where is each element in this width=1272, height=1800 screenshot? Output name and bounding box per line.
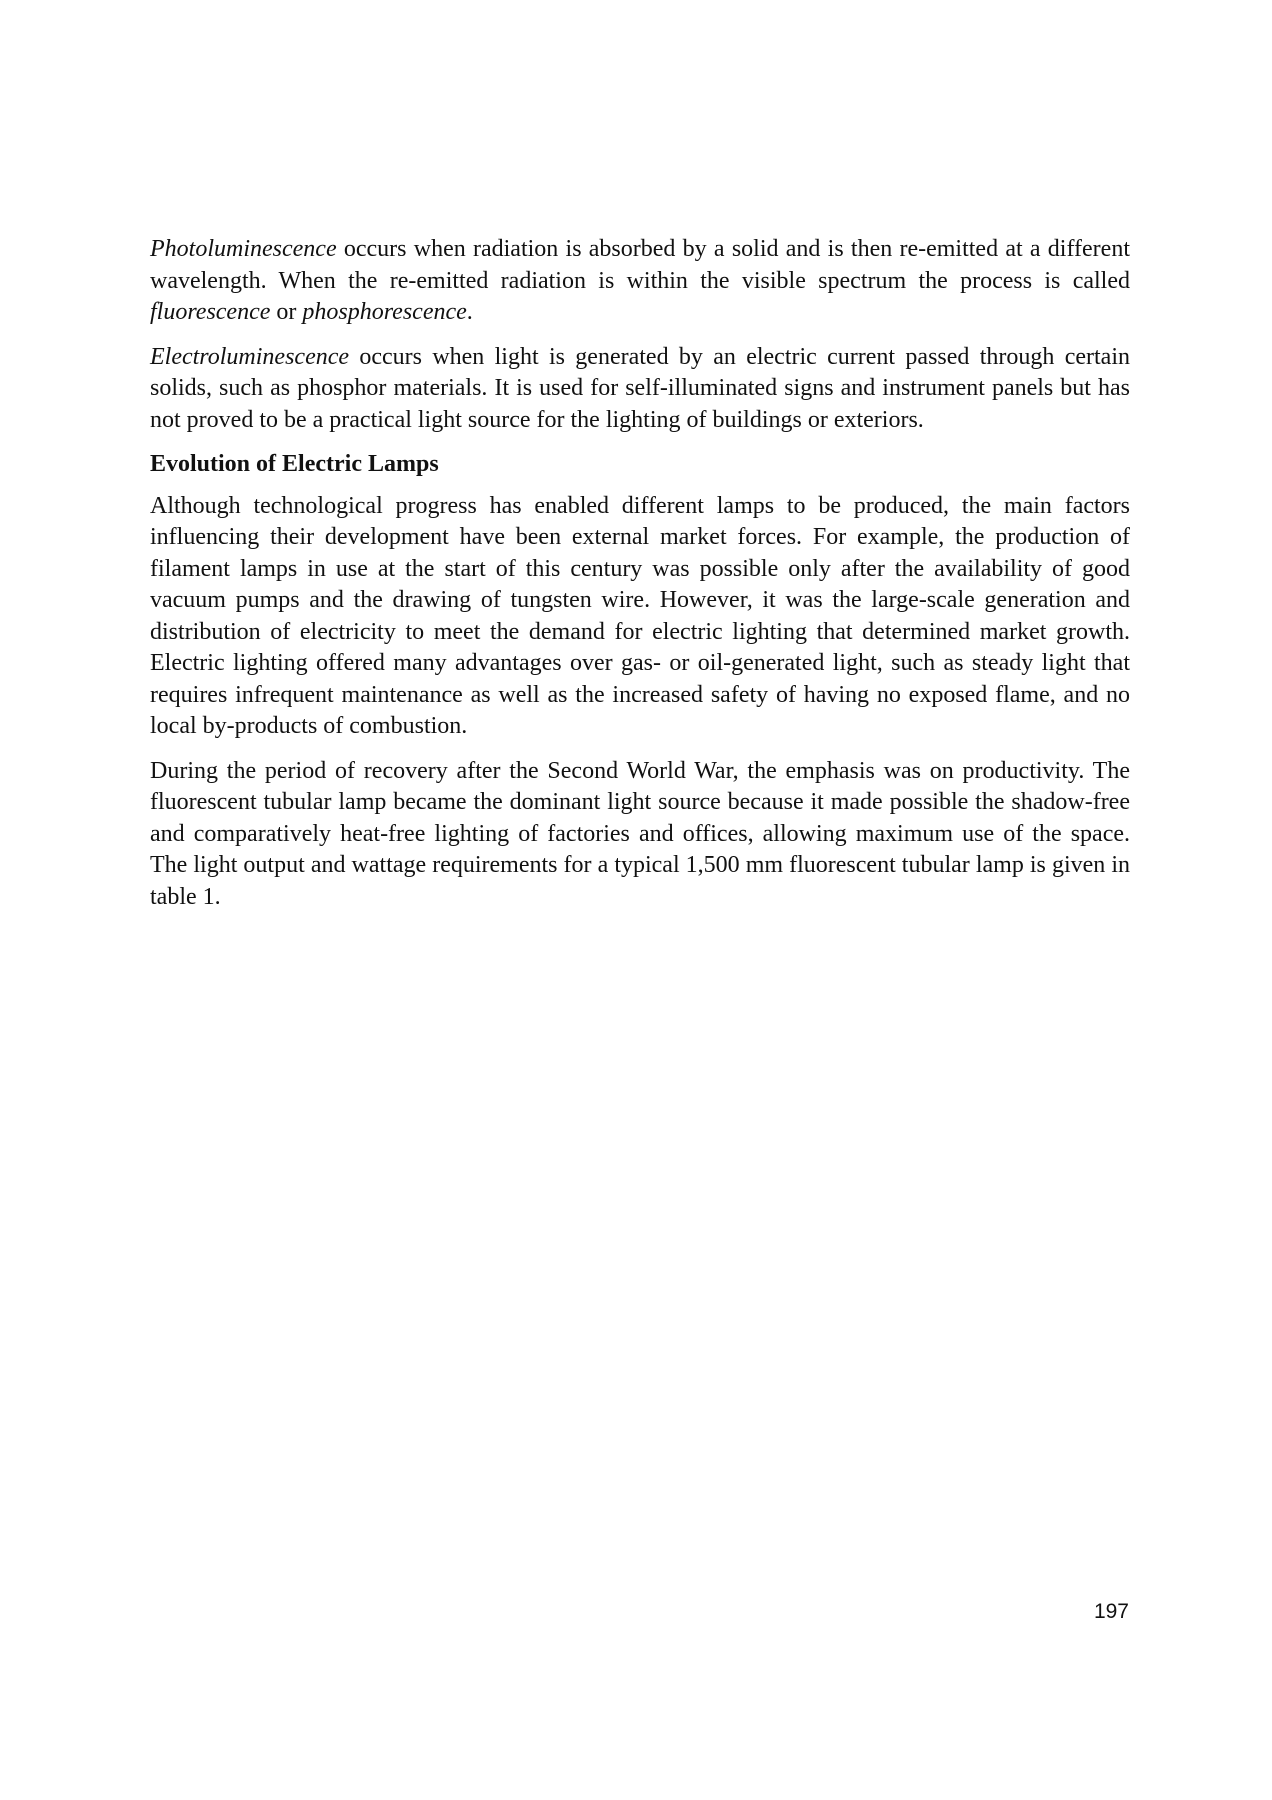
electroluminescence-term: Electroluminescence [150, 343, 350, 370]
page-content [150, 234, 1130, 926]
phosphorescence-term: phosphorescence [302, 299, 467, 325]
photoluminescence-text-1: occurs when radiation is absorbed by a solid and is then re-emitted at a different wavelength. When the re-emitted radiation is within the visible spectrum the process is called [150, 236, 1130, 294]
electroluminescence-text: occurs when light is generated by an electric current passed through certain solids, such as phosphor materials. It is used for self-illuminated signs and instrument panels but has not proved to be a practical light source for the lighting of buildings or exteriors. [150, 343, 1130, 433]
photoluminescence-text-2: or [270, 299, 303, 325]
section-heading: Evolution of Electric Lamps [150, 451, 439, 477]
electroluminescence-paragraph [150, 342, 1130, 437]
page-number: 197 [1093, 1600, 1129, 1623]
photoluminescence-text-3: . [466, 299, 473, 325]
recovery-paragraph: During the period of recovery after the Second World War, the emphasis was on productivity. The fluorescent tubular lamp became the dominant light source because it made possible the shadow-free and comparatively heat-free lighting of factories and offices, allowing maximum use of the space. The light output and wattage requirements for a typical 1,500 mm fluorescent tubular lamp is given in table 1. [150, 757, 1130, 910]
evolution-paragraph: Although technological progress has enabled different lamps to be produced, the main factors influencing their development have been external market forces. For example, the production of filament lamps in use at the start of this century was possible only after the availability of good vacuum pumps and the drawing of tungsten wire. However, it was the large-scale generation and distribution of electricity to meet the demand for electric lighting that determined market growth. Electric lighting offered many advantages over gas- or oil-generated light, such as steady light that requires infrequent maintenance as well as the increased safety of having no exposed flame, and no local by-products of combustion. [150, 492, 1130, 739]
photoluminescence-paragraph [150, 234, 1130, 329]
photoluminescence-term: Photoluminescence [150, 236, 337, 262]
fluorescence-term: fluorescence [150, 299, 271, 325]
